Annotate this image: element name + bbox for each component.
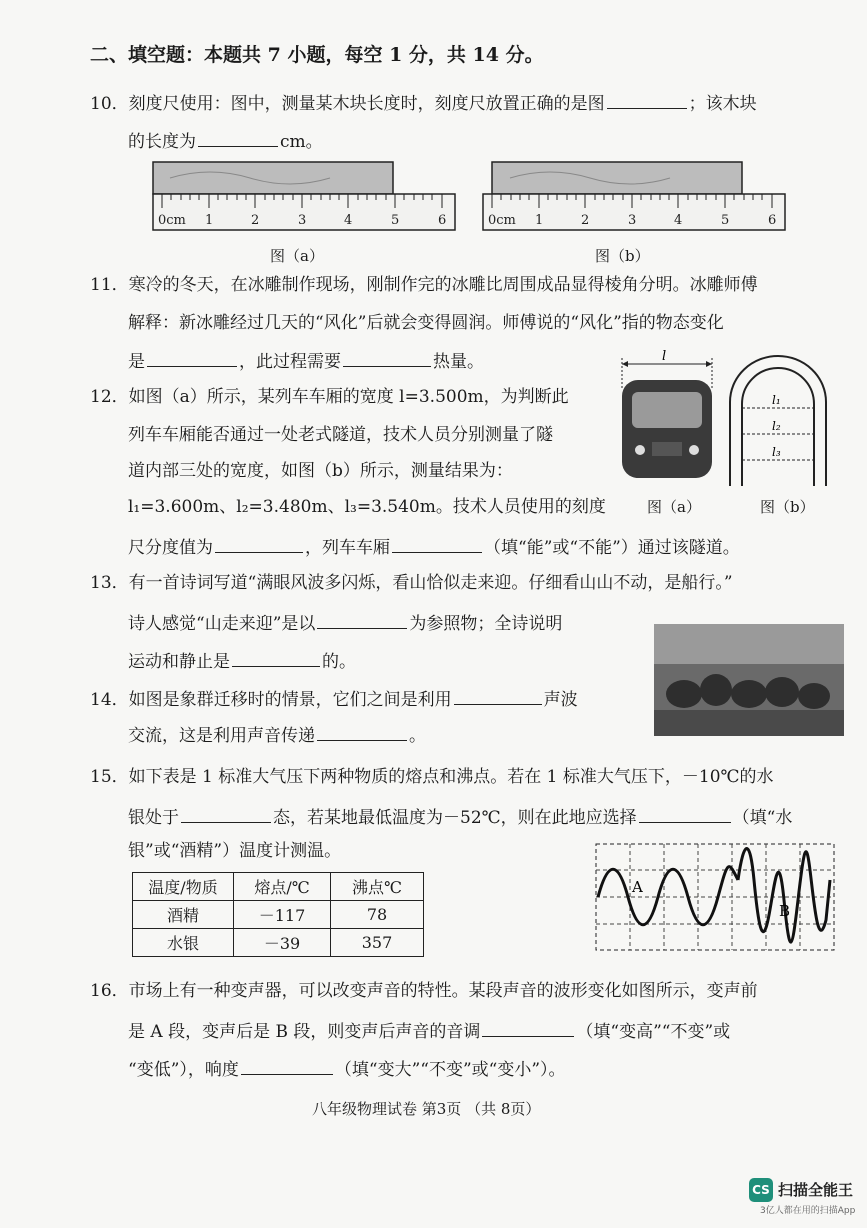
table-cell: 酒精 (133, 901, 234, 929)
q14-blank-1[interactable] (454, 686, 542, 705)
q14-blank-2[interactable] (317, 722, 407, 741)
q15-line1: 15．如下表是 1 标准大气压下两种物质的熔点和沸点。若在 1 标准大气压下，－10℃的水 (90, 767, 774, 787)
caption-fig-b: 图（b） (595, 247, 650, 265)
melting-boiling-table (132, 872, 424, 957)
q14-line2 (128, 722, 426, 747)
q13-blank-2[interactable] (232, 648, 320, 667)
elephant-herd-photo (654, 624, 844, 736)
tunnel-label-l2: l₂ (772, 419, 781, 433)
q15-text2c: （填“水 (732, 808, 793, 828)
train-figure (612, 350, 722, 490)
q13-text2a: 诗人感觉“山走来迎”是以 (128, 614, 316, 634)
q12-line3: 道内部三处的宽度，如图（b）所示，测量结果为： (128, 461, 513, 481)
q13-text3b: 的。 (322, 652, 356, 672)
camscanner-logo-icon: CS (749, 1178, 773, 1202)
ruler-b-tick-5: 5 (721, 213, 730, 228)
q16-blank-1[interactable] (482, 1018, 574, 1037)
ruler-a-unit: 0cm (158, 213, 186, 228)
q10-unit: cm。 (280, 132, 323, 152)
ruler-b-tick-4: 4 (674, 213, 683, 228)
q11-text3b: ，此过程需要 (239, 352, 341, 372)
q15-blank-2[interactable] (639, 804, 731, 823)
q10-text2: 的长度为 (128, 132, 196, 152)
ruler-b-tick-2: 2 (581, 213, 590, 228)
q13-line3 (128, 648, 356, 673)
q10-line2 (128, 128, 323, 153)
q14-line1 (90, 686, 578, 711)
ruler-figure-b (480, 158, 790, 238)
q13-text3a: 运动和静止是 (128, 652, 230, 672)
q11-blank-2[interactable] (343, 348, 431, 367)
q15-text2a: 银处于 (128, 808, 179, 828)
q13-line2 (128, 610, 562, 635)
q10-text: 10．刻度尺使用：图中，测量某木块长度时，刻度尺放置正确的是图 (90, 94, 605, 114)
waveform-figure (594, 840, 838, 956)
page-footer: 八年级物理试卷 第3页 （共 8页） (312, 1100, 541, 1118)
ruler-b-tick-1: 1 (535, 213, 544, 228)
ruler-b-tick-6: 6 (768, 213, 777, 228)
q14-text1b: 声波 (543, 690, 578, 710)
caption-fig-a: 图（a） (270, 247, 324, 265)
q15-line2 (128, 804, 792, 829)
table-cell: 水银 (133, 929, 234, 957)
camscanner-name: 扫描全能王 (778, 1181, 854, 1199)
table-cell: －117 (234, 901, 331, 929)
q14-text1a: 14．如图是象群迁移时的情景，它们之间是利用 (90, 690, 452, 710)
table-header: 熔点/℃ (234, 873, 331, 901)
table-header: 温度/物质 (133, 873, 234, 901)
q11-blank-1[interactable] (147, 348, 237, 367)
table-header: 沸点℃ (331, 873, 424, 901)
q12-text5a: 尺分度值为 (128, 538, 213, 558)
q12-text5c: （填“能”或“不能”）通过该隧道。 (484, 538, 740, 558)
q16-text3b: （填“变大”“不变”或“变小”）。 (334, 1060, 566, 1080)
tunnel-label-l3: l₃ (772, 445, 781, 459)
ruler-a-tick-1: 1 (205, 213, 214, 228)
q11-text3a: 是 (128, 352, 145, 372)
section-title: 二、填空题：本题共 7 小题，每空 1 分，共 14 分。 (90, 44, 544, 66)
q10-line1 (90, 90, 757, 115)
caption-tunnel-b: 图（b） (760, 498, 815, 516)
ruler-figure-a (150, 158, 460, 238)
q15-text2b: 态，若某地最低温度为－52℃，则在此地应选择 (273, 808, 637, 828)
ruler-a-tick-2: 2 (251, 213, 260, 228)
q11-text3c: 热量。 (433, 352, 484, 372)
q10-blank-1[interactable] (607, 90, 687, 109)
ruler-b-tick-3: 3 (628, 213, 637, 228)
q13-text2b: 为参照物；全诗说明 (409, 614, 563, 634)
table-row (133, 929, 424, 957)
q16-line1: 16．市场上有一种变声器，可以改变声音的特性。某段声音的波形变化如图所示，变声前 (90, 981, 758, 1001)
q10-text-end: ；该木块 (688, 94, 757, 114)
tunnel-label-l1: l₁ (772, 393, 781, 407)
q10-blank-2[interactable] (198, 128, 278, 147)
q16-text2a: 是 A 段，变声后是 B 段，则变声后声音的音调 (128, 1022, 481, 1042)
tunnel-figure (724, 352, 832, 492)
q14-text2a: 交流，这是利用声音传递 (128, 726, 315, 746)
q12-text5b: ，列车车厢 (305, 538, 390, 558)
table-cell: －39 (234, 929, 331, 957)
ruler-a-tick-6: 6 (438, 213, 447, 228)
train-width-label: l (662, 350, 667, 364)
q16-text2b: （填“变高”“不变”或 (576, 1022, 731, 1042)
q16-blank-2[interactable] (241, 1056, 333, 1075)
ruler-a-tick-3: 3 (298, 213, 307, 228)
q12-line2: 列车车厢能否通过一处老式隧道，技术人员分别测量了隧 (128, 425, 553, 445)
q16-line2 (128, 1018, 730, 1043)
table-row (133, 901, 424, 929)
q15-blank-1[interactable] (181, 804, 271, 823)
q12-blank-1[interactable] (215, 534, 303, 553)
q12-line5 (128, 534, 740, 559)
q11-line2: 解释：新冰雕经过几天的“风化”后就会变得圆润。师傅说的“风化”指的物态变化 (128, 313, 724, 333)
q13-line1: 13．有一首诗词写道“满眼风波多闪烁，看山恰似走来迎。仔细看山山不动，是船行。” (90, 573, 733, 593)
q11-line1: 11．寒冷的冬天，在冰雕制作现场，刚制作完的冰雕比周围成品显得棱角分明。冰雕师傅 (90, 275, 758, 295)
ruler-b-unit: 0cm (488, 213, 516, 228)
ruler-a-tick-5: 5 (391, 213, 400, 228)
camscanner-tagline: 3亿人都在用的扫描App (760, 1206, 856, 1216)
q12-line4: l₁=3.600m、l₂=3.480m、l₃=3.540m。技术人员使用的刻度 (128, 497, 606, 517)
q13-blank-1[interactable] (317, 610, 407, 629)
q16-line3 (128, 1056, 566, 1081)
q12-line1: 12．如图（a）所示，某列车车厢的宽度 l=3.500m，为判断此 (90, 387, 569, 407)
table-cell: 357 (331, 929, 424, 957)
caption-train-a: 图（a） (647, 498, 701, 516)
q15-line3: 银”或“酒精”）温度计测温。 (128, 841, 342, 861)
table-cell: 78 (331, 901, 424, 929)
wave-label-a: A (632, 878, 643, 896)
q14-text2b: 。 (409, 726, 426, 746)
q16-text3a: “变低”），响度 (128, 1060, 239, 1080)
ruler-a-tick-4: 4 (344, 213, 353, 228)
q12-blank-2[interactable] (392, 534, 482, 553)
q11-line3 (128, 348, 484, 373)
wave-label-b: B (779, 902, 791, 920)
